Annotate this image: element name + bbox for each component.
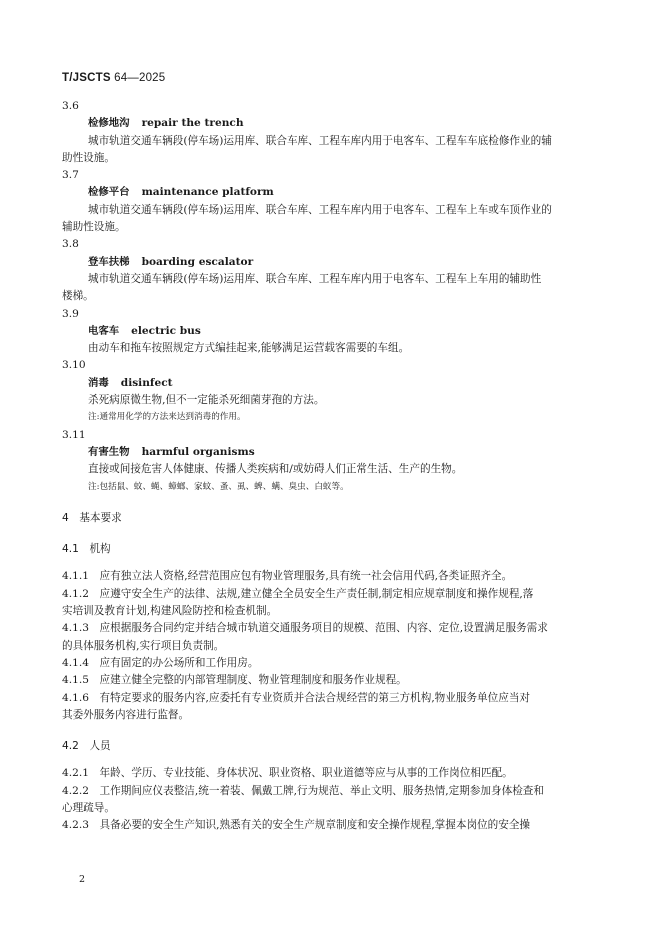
clause-text: 4.1.5 应建立健全完整的内部管理制度、物业管理制度和服务作业规程。 bbox=[62, 674, 407, 687]
term-english: boarding escalator bbox=[141, 255, 254, 268]
term-definition: 城市轨道交通车辆段(停车场)运用库、联合车库、工程车库内用于电客车、工程车上车用的辅助性 bbox=[88, 272, 542, 285]
term-note: 注:包括鼠、蚊、蝇、蟑螂、家蚊、蚤、虱、蜱、螨、臭虫、白蚁等。 bbox=[88, 481, 349, 492]
section-heading: 4 基本要求 bbox=[62, 511, 122, 524]
term-english: disinfect bbox=[120, 376, 173, 389]
term-definition: 城市轨道交通车辆段(停车场)运用库、联合车库、工程车库内用于电客车、工程车上车或车顶作业的 bbox=[88, 203, 552, 216]
term-english: maintenance platform bbox=[141, 186, 274, 199]
term-chinese: 登车扶梯 bbox=[88, 255, 130, 268]
term-number: 3.9 bbox=[62, 307, 79, 320]
term-title bbox=[62, 375, 600, 392]
term-definition: 由动车和拖车按照规定方式编挂起来,能够满足运营载客需要的车组。 bbox=[88, 342, 410, 355]
subsection-heading: 4.2 人员 bbox=[62, 740, 111, 753]
term-english: repair the trench bbox=[141, 117, 244, 130]
clause-text: 4.2.1 年龄、学历、专业技能、身体状况、职业资格、职业道德等应与从事的工作岗位相匹配。 bbox=[62, 767, 513, 780]
term-title bbox=[62, 115, 600, 132]
page-number: 2 bbox=[79, 874, 86, 885]
term-definition: 直接或间接危害人体健康、传播人类疾病和/或妨碍人们正常生活、生产的生物。 bbox=[88, 463, 463, 476]
document-body bbox=[62, 98, 600, 835]
clause-text: 4.2.2 工作期间应仪表整洁,统一着装、佩戴工牌,行为规范、举止文明、服务热情,定期参加身体检查和 bbox=[62, 784, 544, 797]
term-chinese: 检修地沟 bbox=[88, 117, 130, 130]
term-number: 3.7 bbox=[62, 169, 79, 182]
term-title bbox=[62, 184, 600, 201]
term-chinese: 消毒 bbox=[88, 376, 109, 389]
term-note: 注:通常用化学的方法来达到消毒的作用。 bbox=[88, 412, 246, 423]
term-definition: 助性设施。 bbox=[62, 151, 115, 164]
term-title bbox=[62, 254, 600, 271]
term-definition: 辅助性设施。 bbox=[62, 221, 126, 234]
clause-text: 4.1.1 应有独立法人资格,经营范围应包有物业管理服务,具有统一社会信用代码,各类证照齐全。 bbox=[62, 570, 513, 583]
clause-text: 4.1.2 应遵守安全生产的法律、法规,建立健全全员安全生产责任制,制定相应规章制度和操作规程,落 bbox=[62, 587, 534, 600]
term-title bbox=[62, 323, 600, 340]
term-definition: 杀死病原微生物,但不一定能杀死细菌芽孢的方法。 bbox=[88, 394, 325, 407]
clause-text: 4.1.6 有特定要求的服务内容,应委托有专业资质并合法合规经营的第三方机构,物业服务单位应当对 bbox=[62, 691, 531, 704]
clause-text: 心理疏导。 bbox=[62, 801, 115, 814]
clause-text: 4.1.3 应根据服务合同约定并结合城市轨道交通服务项目的规模、范围、内容、定位,设置满足服务需求 bbox=[62, 622, 548, 635]
subsection-heading: 4.1 机构 bbox=[62, 543, 111, 556]
standard-number: 64—2025 bbox=[114, 72, 166, 84]
clause-text: 其委外服务内容进行监督。 bbox=[62, 708, 190, 721]
term-number: 3.6 bbox=[62, 100, 79, 112]
term-number: 3.10 bbox=[62, 359, 86, 372]
clause-text: 实培训及教育计划,构建风险防控和检查机制。 bbox=[62, 605, 278, 618]
term-definition: 城市轨道交通车辆段(停车场)运用库、联合车库、工程车库内用于电客车、工程车车底检修作业的辅 bbox=[88, 134, 552, 147]
term-number: 3.11 bbox=[62, 428, 86, 441]
term-number: 3.8 bbox=[62, 238, 79, 251]
clause-text: 的具体服务机构,实行项目负责制。 bbox=[62, 639, 225, 652]
term-chinese: 检修平台 bbox=[88, 186, 130, 199]
clause-text: 4.2.3 具备必要的安全生产知识,熟悉有关的安全生产规章制度和安全操作规程,掌握本岗位的安全操 bbox=[62, 819, 531, 832]
term-definition: 楼梯。 bbox=[62, 290, 94, 303]
clause-text: 4.1.4 应有固定的办公场所和工作用房。 bbox=[62, 656, 259, 669]
standard-header bbox=[62, 72, 165, 84]
term-title bbox=[62, 444, 600, 461]
term-chinese: 电客车 bbox=[88, 324, 120, 337]
term-chinese: 有害生物 bbox=[88, 445, 130, 458]
term-english: harmful organisms bbox=[141, 445, 255, 458]
term-english: electric bus bbox=[131, 324, 201, 337]
standard-code: T/JSCTS bbox=[62, 72, 111, 84]
